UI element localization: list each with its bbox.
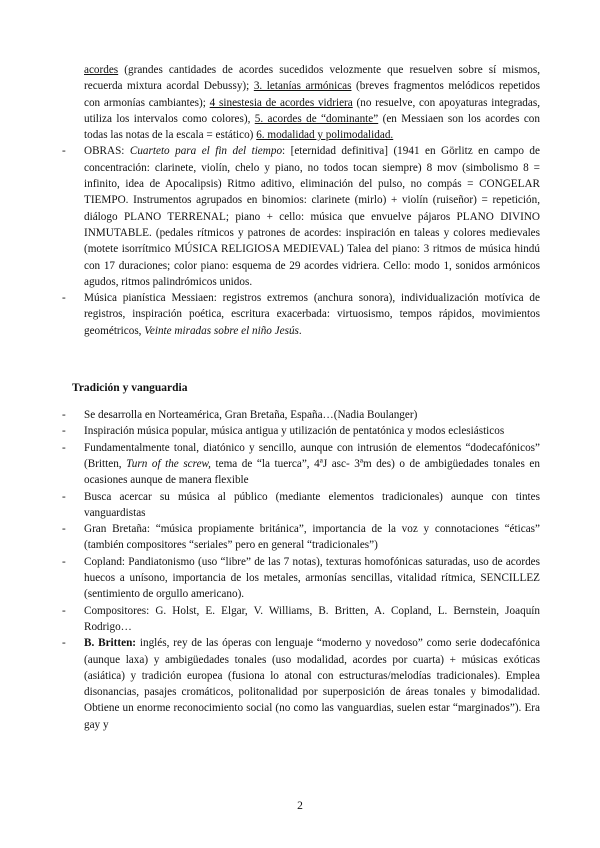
bullet-dash: - bbox=[62, 490, 66, 503]
paragraph-acordes bbox=[84, 62, 540, 143]
text-run: Fundamentalmente tonal, diatónico y sencillo, aunque con intrusión de elementos “dodecafónicos” (Britten, bbox=[84, 441, 540, 470]
page-number: 2 bbox=[297, 800, 303, 812]
work-title: Turn of the screw, bbox=[126, 457, 211, 470]
text-run: (grandes cantidades de acordes sucedidos velozmente que resuelven sobre sí mismos, recuerda mixtura acordal Debussy); bbox=[84, 64, 540, 93]
bullet-dash: - bbox=[62, 292, 66, 305]
list-item bbox=[62, 554, 540, 603]
underlined-term: 3. letanías armónicas bbox=[253, 80, 352, 93]
bold-term: B. Britten: bbox=[84, 637, 137, 650]
text-run: Música pianística Messiaen: registros extremos (anchura sonora), individualización motívica de registros, inspiración poética, escritura exacerbada: virtuosismo, tempos rápidos, movimientos geométricos, bbox=[84, 292, 540, 337]
work-title: Cuarteto para el fin del tiempo bbox=[129, 145, 283, 158]
list-item-obras bbox=[62, 143, 540, 290]
work-title: Veinte miradas sobre el niño Jesús bbox=[144, 324, 299, 337]
list-item-pianistica bbox=[62, 290, 540, 339]
list-item bbox=[62, 440, 540, 489]
text-run: (no resuelve, con apoyaturas integradas, utiliza los intervalos como colores), bbox=[84, 96, 540, 125]
bullet-dash: - bbox=[62, 555, 66, 568]
bullet-dash: - bbox=[62, 604, 66, 617]
text-run: OBRAS: bbox=[84, 145, 130, 158]
bullet-dash: - bbox=[62, 441, 66, 454]
list-item bbox=[62, 635, 540, 733]
text-run: Se desarrolla en Norteamérica, Gran Bretaña, España…(Nadia Boulanger) bbox=[84, 409, 418, 422]
section-heading: Tradición y vanguardia bbox=[72, 382, 188, 395]
text-run: tema de “la tuerca”, 4ªJ asc- 3ªm des) o de ambigüedades tonales en ocasiones aunque de manera flexible bbox=[84, 457, 540, 487]
text-run: inglés, rey de las óperas con lenguaje “moderno y novedoso” como serie dodecafónica (aunque laxa) y ambigüedades tonales (uso modalidad, acordes por cuarta) + músicas exóticas (asiática) y tradición europea (fusiona lo atonal con estructuras/melodías tradicionales). Emplea disonancias, pasajes cromáticos, politonalidad por superposición de áreas tonales y bimodalidad. Obtiene un enorme reconocimiento social (no como las vanguardias, suelen estar “marginados”). Era gay y bbox=[84, 637, 540, 731]
list-item bbox=[62, 489, 540, 522]
underlined-term: 4 sinestesia de acordes vidriera bbox=[209, 96, 353, 109]
text-run: . bbox=[298, 324, 302, 337]
underlined-term: 5. acordes de “dominante” bbox=[254, 112, 379, 125]
underlined-term: 6. modalidad y polimodalidad. bbox=[256, 129, 394, 142]
list-item bbox=[62, 603, 540, 636]
underlined-term: acordes bbox=[84, 64, 119, 76]
bullet-dash: - bbox=[62, 409, 66, 422]
text-run: Compositores: G. Holst, E. Elgar, V. Williams, B. Britten, A. Copland, L. Bernstein, Joaquín Rodrigo… bbox=[84, 604, 540, 633]
bullet-dash: - bbox=[62, 425, 66, 438]
text-run: (en Messiaen son los acordes con todas las notas de la escala = estático) bbox=[84, 112, 540, 142]
bullet-dash: - bbox=[62, 637, 66, 650]
text-run: Busca acercar su música al público (mediante elementos tradicionales) aunque con tintes vanguardistas bbox=[84, 490, 540, 519]
text-run: : [eternidad definitiva] (1941 en Görlitz en campo de concentración: clarinete, violín, chelo y piano, no todos tocan siempre) 8 mov (simbolismo 8 = infinito, idea de Apocalipsis) Ritmo aditivo, eliminación del pulso, no compás = CONGELAR TIEMPO. Instrumentos agrupados en binomios: clarinete (mirlo) + violín (ruiseñor) = repetición, diálogo PLANO TERRENAL; piano + cello: música que envuelve pájaros PLANO DIVINO INMUTABLE. (pedales rítmicos y patrones de acordes: inspiración en taleas y colores medievales (motete isorrítmico MÚSICA RELIGIOSA MEDIEVAL) Talea del piano: 3 ritmos de música hindú con 17 duraciones; color piano: esquema de 29 acordes vidriera. Cello: modo 1, sonidos armónicos agudos, ritmos palindrómicos unidos. bbox=[84, 145, 540, 288]
list-item bbox=[62, 407, 540, 423]
text-run: Copland: Pandiatonismo (uso “libre” de las 7 notas), texturas homofónicas saturadas, uso de acordes huecos a unísono, importancia de los metales, armonías sencillas, vitalidad rítmica, SENCILLEZ (sentimiento de orgullo americano). bbox=[84, 555, 540, 601]
text-run: Gran Bretaña: “música propiamente británica”, importancia de la voz y connotaciones “éticas” (también compositores “seriales” pero en general “tradicionales”) bbox=[84, 523, 540, 552]
text-run: (breves fragmentos melódicos repetidos con armonías cambiantes); bbox=[84, 80, 540, 109]
bullet-dash: - bbox=[62, 523, 66, 536]
text-run: Inspiración música popular, música antigua y utilización de pentatónica y modos eclesiásticos bbox=[84, 425, 505, 438]
bullet-dash: - bbox=[62, 145, 66, 158]
list-item bbox=[62, 521, 540, 554]
list-item bbox=[62, 423, 540, 439]
tradicion-list bbox=[62, 407, 540, 733]
